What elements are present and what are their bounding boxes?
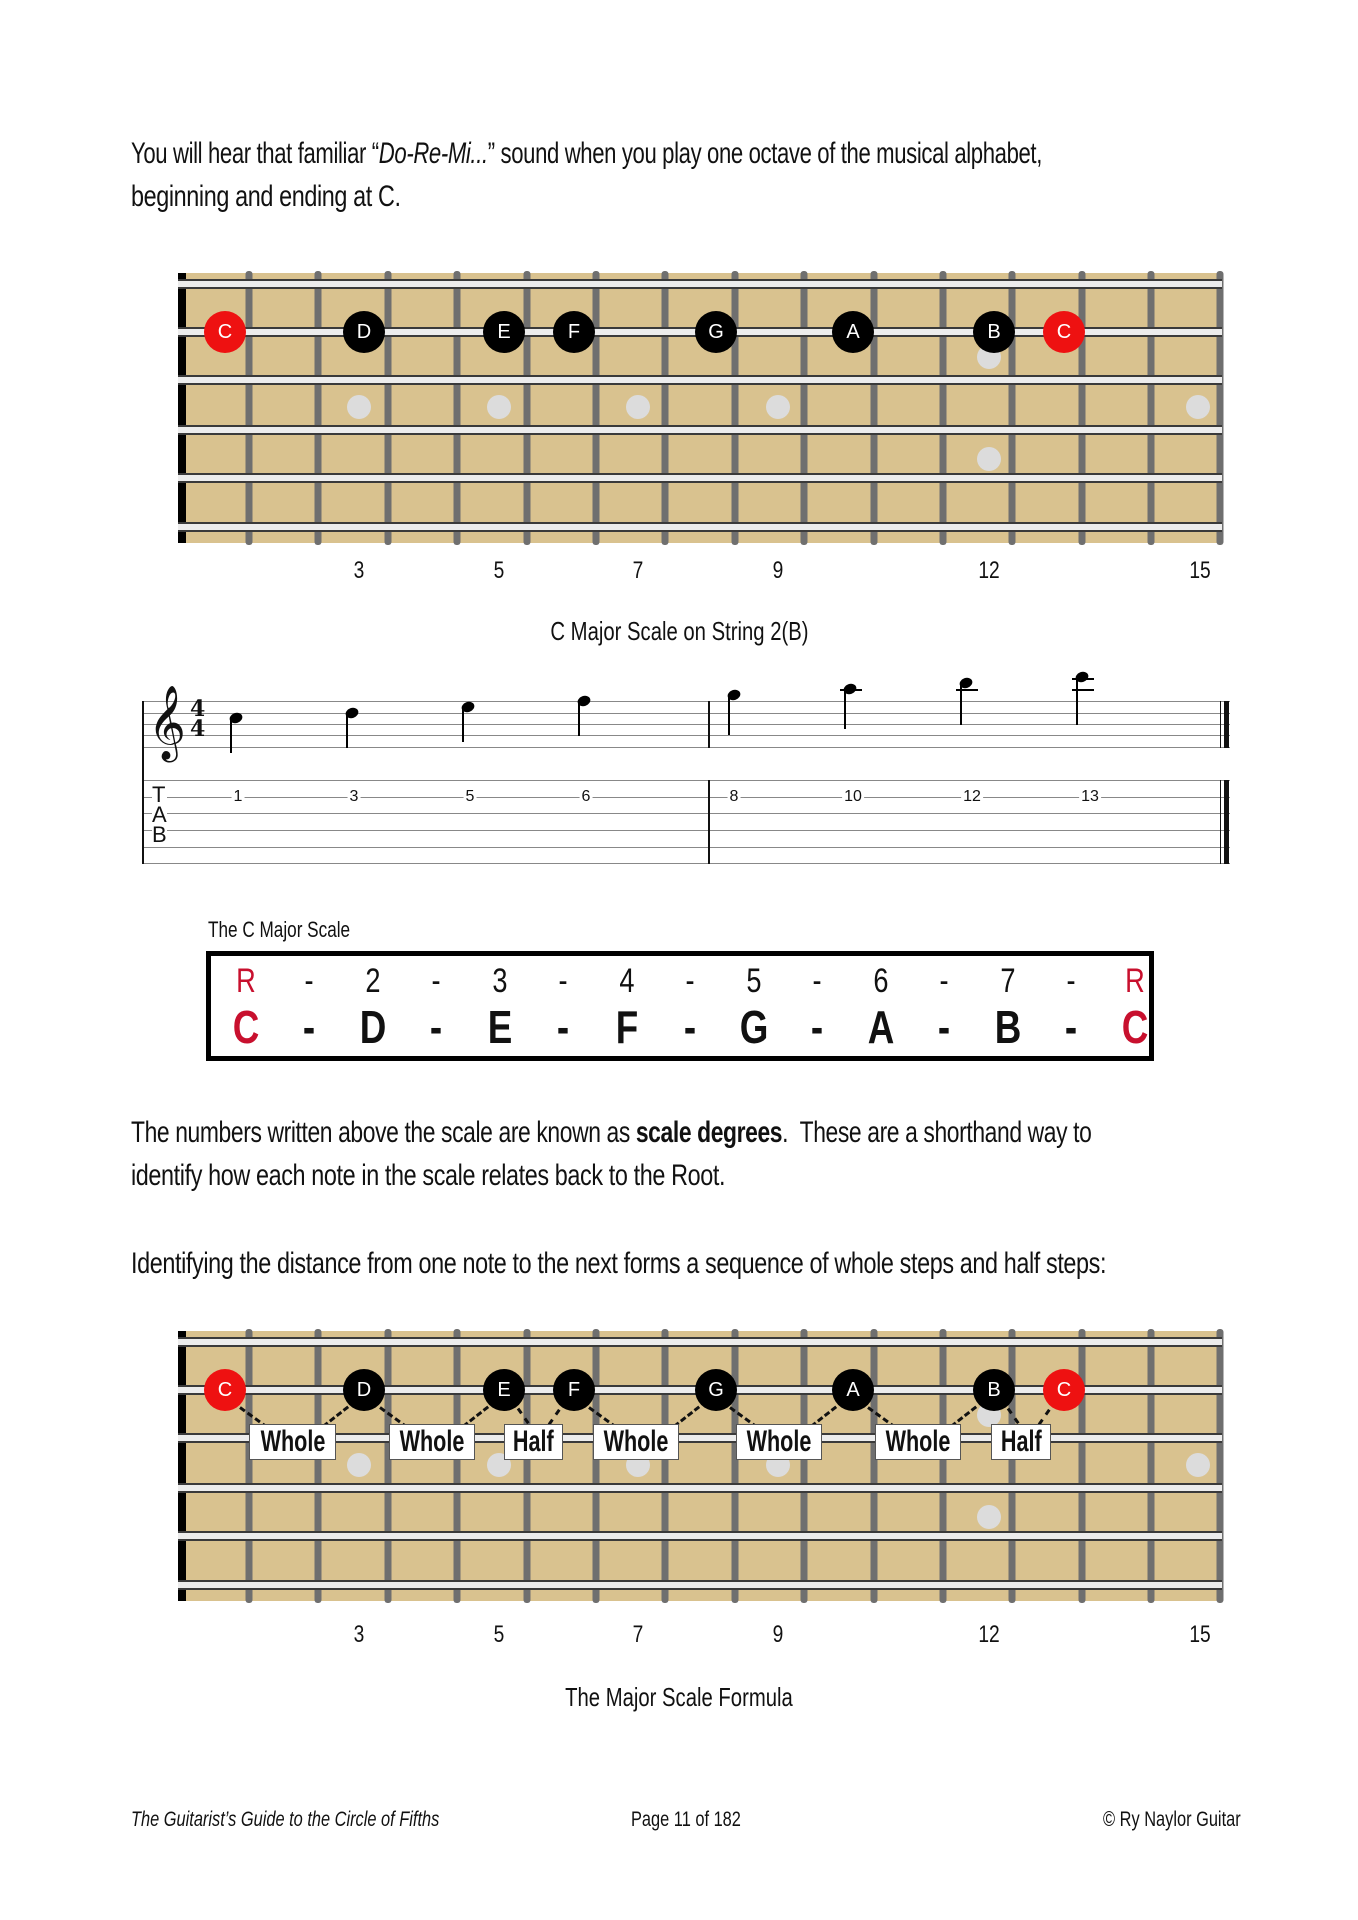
fret-5 (524, 1329, 531, 1603)
step-label-whole: Whole (875, 1424, 961, 1460)
step-connector (1038, 1409, 1051, 1425)
fret-5 (524, 271, 531, 545)
tab-number: 13 (1081, 788, 1099, 805)
scale-table-title: The C Major Scale (208, 917, 351, 942)
fret-4 (454, 271, 461, 545)
tab-line (142, 847, 1230, 848)
fret-9 (801, 271, 808, 545)
treble-clef-icon: 𝄞 (148, 686, 186, 760)
degree-cell: 3 (492, 962, 508, 1000)
fret-4 (454, 1329, 461, 1603)
fret-11 (940, 271, 947, 545)
note-name-cell: D (359, 1001, 387, 1053)
note-name-cell: B (994, 1001, 1022, 1053)
step-label-half: Half (991, 1424, 1051, 1460)
string-4 (178, 1483, 1222, 1493)
note-stem (346, 713, 348, 748)
final-barline-thick (1224, 780, 1229, 864)
string-1 (178, 279, 1222, 289)
inlay-dot-12-lower (977, 1505, 1001, 1529)
final-barline-thin (1220, 701, 1221, 748)
step-connector (548, 1409, 561, 1425)
degree-cell: 5 (746, 962, 762, 1000)
degree-cell: R (236, 962, 256, 1000)
fret-number-12: 12 (978, 557, 1000, 584)
fret-number-9: 9 (772, 1621, 784, 1648)
staff-line (142, 747, 1230, 748)
degree-separator: - (304, 962, 314, 1000)
barline (708, 780, 710, 864)
fret-15 (1217, 271, 1224, 545)
note-name-cell: G (739, 1001, 769, 1053)
staff-line (142, 735, 1230, 736)
fret-11 (940, 1329, 947, 1603)
degree-cell: 4 (619, 962, 635, 1000)
tab-number: 3 (349, 788, 359, 805)
scale-degrees-paragraph: The numbers written above the scale are known as scale degrees. These are a shorthand way to identify how each note in the scale relates back to the Root. (131, 1116, 1092, 1192)
nut (178, 1331, 186, 1601)
note-stem (844, 689, 846, 729)
fret-10 (871, 1329, 878, 1603)
degree-cell: 6 (873, 962, 889, 1000)
note-name-cell: C (232, 1001, 260, 1053)
final-barline-thin (1220, 780, 1221, 864)
scale-table-box (206, 951, 1154, 1061)
fret-14 (1148, 1329, 1155, 1603)
note-stem (462, 707, 464, 742)
fret-number-5: 5 (493, 557, 505, 584)
tab-line (142, 813, 1230, 814)
fret-number-9: 9 (772, 557, 784, 584)
note-separator: - (429, 1001, 443, 1053)
fret-13 (1079, 271, 1086, 545)
note-name-cell: C (1121, 1001, 1149, 1053)
note-separator: - (683, 1001, 697, 1053)
string-3 (178, 375, 1222, 385)
tab-number: 6 (581, 788, 591, 805)
degree-separator: - (939, 962, 949, 1000)
tab-line (142, 780, 1230, 781)
fret-number-5: 5 (493, 1621, 505, 1648)
fret-12 (1009, 271, 1016, 545)
intro-line-1: You will hear that familiar “Do-Re-Mi...” sound when you play one octave of the musical alphabet, (131, 137, 1042, 170)
fret-10 (871, 271, 878, 545)
fret-1 (246, 271, 253, 545)
degree-separator: - (1066, 962, 1076, 1000)
note-marker-d: D (343, 311, 385, 353)
degree-separator: - (558, 962, 568, 1000)
fretboard-major-scale-formula (178, 1331, 1222, 1601)
note-name-cell: A (867, 1001, 895, 1053)
fret-13 (1079, 1329, 1086, 1603)
note-name-cell: E (487, 1001, 513, 1053)
tab-number: 10 (844, 788, 862, 805)
degree-cell: 7 (1000, 962, 1016, 1000)
fretboard-c-major-string-2 (178, 273, 1222, 543)
tab-line (142, 863, 1230, 864)
note-marker-c-octave: C (1043, 311, 1085, 353)
string-5 (178, 473, 1222, 483)
intro-line-2: beginning and ending at C. (131, 180, 401, 213)
note-marker-e: E (483, 311, 525, 353)
note-marker-e: E (483, 1369, 525, 1411)
fret-12 (1009, 1329, 1016, 1603)
note-stem (960, 683, 962, 725)
final-barline-thick (1224, 701, 1229, 748)
fret-number-15: 15 (1189, 1621, 1211, 1648)
inlay-dot-12-lower (977, 447, 1001, 471)
step-label-whole: Whole (249, 1424, 336, 1460)
fret-7 (662, 271, 669, 545)
tab-number: 8 (729, 788, 739, 805)
note-marker-c-root: C (204, 311, 246, 353)
tab-number: 1 (233, 788, 243, 805)
string-4 (178, 425, 1222, 435)
step-label-half: Half (504, 1424, 563, 1460)
fret-14 (1148, 271, 1155, 545)
fret-8 (732, 271, 739, 545)
fret-number-7: 7 (632, 557, 644, 584)
nut (178, 273, 186, 543)
note-stem (1076, 677, 1078, 725)
string-1 (178, 1337, 1222, 1347)
barline (708, 701, 710, 748)
string-5 (178, 1531, 1222, 1541)
footer-book-title: The Guitarist’s Guide to the Circle of Fifths (131, 1808, 440, 1831)
start-barline (142, 701, 144, 864)
tab-line (142, 797, 1230, 798)
note-separator: - (810, 1001, 824, 1053)
inlay-dot-9 (766, 395, 790, 419)
inlay-dot-15 (1186, 1453, 1210, 1477)
step-label-whole: Whole (593, 1424, 679, 1460)
degree-separator: - (685, 962, 695, 1000)
fret-3 (385, 1329, 392, 1603)
inlay-dot-3 (347, 395, 371, 419)
fret-7 (662, 1329, 669, 1603)
step-label-whole: Whole (736, 1424, 822, 1460)
fret-15 (1217, 1329, 1224, 1603)
note-marker-g: G (695, 1369, 737, 1411)
note-marker-b: B (973, 1369, 1015, 1411)
degree-separator: - (431, 962, 441, 1000)
note-marker-a: A (832, 311, 874, 353)
fret-6 (593, 271, 600, 545)
note-marker-a: A (832, 1369, 874, 1411)
degree-separator: - (812, 962, 822, 1000)
fretboard2-caption: The Major Scale Formula (565, 1682, 793, 1712)
note-stem (578, 701, 580, 736)
steps-paragraph: Identifying the distance from one note to the next forms a sequence of whole steps and half steps: (131, 1247, 1107, 1280)
note-separator: - (1064, 1001, 1078, 1053)
staff-line (142, 701, 1230, 702)
fret-3 (385, 271, 392, 545)
staff-line (142, 713, 1230, 714)
note-marker-d: D (343, 1369, 385, 1411)
footer-page-number: Page 11 of 182 (631, 1808, 741, 1831)
tab-number: 12 (963, 788, 981, 805)
note-marker-f: F (553, 311, 595, 353)
fret-number-7: 7 (632, 1621, 644, 1648)
fret-number-3: 3 (353, 557, 365, 584)
note-marker-c-root: C (204, 1369, 246, 1411)
tab-clef: T A B (152, 782, 167, 847)
note-marker-f: F (553, 1369, 595, 1411)
note-separator: - (937, 1001, 951, 1053)
note-stem (728, 695, 730, 735)
string-6 (178, 1580, 1222, 1590)
fret-1 (246, 1329, 253, 1603)
note-stem (230, 718, 232, 753)
note-marker-c-octave: C (1043, 1369, 1085, 1411)
inlay-dot-7 (626, 395, 650, 419)
note-separator: - (302, 1001, 316, 1053)
step-label-whole: Whole (389, 1424, 475, 1460)
fret-6 (593, 1329, 600, 1603)
fret-2 (315, 1329, 322, 1603)
string-6 (178, 522, 1222, 532)
intro-paragraph (131, 132, 1238, 218)
degree-cell: R (1125, 962, 1145, 1000)
tab-number: 5 (465, 788, 475, 805)
fret-8 (732, 1329, 739, 1603)
fret-number-3: 3 (353, 1621, 365, 1648)
note-marker-g: G (695, 311, 737, 353)
footer-copyright: © Ry Naylor Guitar (1103, 1808, 1241, 1831)
inlay-dot-15 (1186, 395, 1210, 419)
note-separator: - (556, 1001, 570, 1053)
inlay-dot-3 (347, 1453, 371, 1477)
fretboard1-caption: C Major Scale on String 2(B) (549, 616, 809, 646)
tab-line (142, 830, 1230, 831)
time-signature: 4 4 (190, 696, 206, 742)
fret-9 (801, 1329, 808, 1603)
note-name-cell: F (615, 1001, 639, 1053)
fret-number-12: 12 (978, 1621, 1000, 1648)
inlay-dot-5 (487, 395, 511, 419)
staff-line (142, 724, 1230, 725)
fret-2 (315, 271, 322, 545)
fret-number-15: 15 (1189, 557, 1211, 584)
note-marker-b: B (973, 311, 1015, 353)
degree-cell: 2 (365, 962, 381, 1000)
